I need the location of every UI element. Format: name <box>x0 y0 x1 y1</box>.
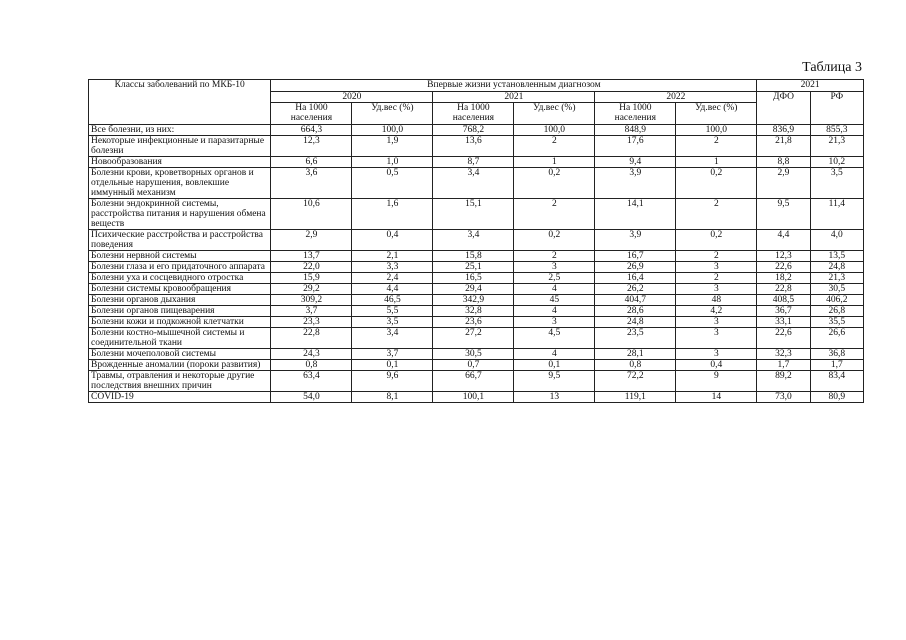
row-value: 28,1 <box>595 349 676 360</box>
table-row <box>89 199 864 230</box>
row-value: 0,8 <box>271 360 352 371</box>
row-value: 2,4 <box>352 273 433 284</box>
row-value: 32,8 <box>433 306 514 317</box>
row-class-name: Болезни глаза и его придаточного аппарата <box>89 262 271 273</box>
row-value: 0,2 <box>676 230 757 251</box>
row-class-name: COVID-19 <box>89 392 271 403</box>
row-value: 13,5 <box>810 251 863 262</box>
row-value: 13,7 <box>271 251 352 262</box>
table-row <box>89 284 864 295</box>
row-value: 2 <box>676 199 757 230</box>
row-value: 100,0 <box>352 125 433 136</box>
row-value: 26,2 <box>595 284 676 295</box>
row-value: 29,4 <box>433 284 514 295</box>
row-class-name: Болезни органов пищеварения <box>89 306 271 317</box>
row-value: 3 <box>676 328 757 349</box>
header-year-ref: 2021 <box>757 80 864 92</box>
row-value: 26,9 <box>595 262 676 273</box>
row-value: 3 <box>514 262 595 273</box>
table-row <box>89 371 864 392</box>
row-value: 1 <box>676 157 757 168</box>
row-value: 24,8 <box>595 317 676 328</box>
row-class-name: Болезни крови, кроветворных органов и отдельные нарушения, вовлекшие иммунный механизм <box>89 168 271 199</box>
row-value: 2,5 <box>514 273 595 284</box>
row-value: 404,7 <box>595 295 676 306</box>
row-value: 2 <box>676 273 757 284</box>
table-caption: Таблица 3 <box>802 60 862 75</box>
row-value: 4,0 <box>810 230 863 251</box>
row-value: 15,8 <box>433 251 514 262</box>
row-value: 89,2 <box>757 371 810 392</box>
row-value: 36,8 <box>810 349 863 360</box>
table-row <box>89 349 864 360</box>
row-value: 4 <box>514 284 595 295</box>
row-value: 9,5 <box>514 371 595 392</box>
morbidity-table <box>88 79 864 403</box>
row-class-name: Болезни уха и сосцевидного отростка <box>89 273 271 284</box>
row-value: 3,9 <box>595 168 676 199</box>
row-value: 32,3 <box>757 349 810 360</box>
header-per1000: На 1000 населения <box>595 103 676 125</box>
row-value: 2,9 <box>757 168 810 199</box>
header-group: Впервые жизни установленным диагнозом <box>271 80 757 92</box>
row-value: 2,1 <box>352 251 433 262</box>
table-row <box>89 251 864 262</box>
row-value: 2 <box>514 136 595 157</box>
row-value: 4,2 <box>676 306 757 317</box>
row-value: 12,3 <box>271 136 352 157</box>
row-class-name: Болезни нервной системы <box>89 251 271 262</box>
table-row <box>89 136 864 157</box>
row-value: 3,6 <box>271 168 352 199</box>
row-value: 4 <box>514 306 595 317</box>
header-year-2020: 2020 <box>271 92 433 103</box>
row-value: 22,8 <box>757 284 810 295</box>
row-value: 855,3 <box>810 125 863 136</box>
row-value: 100,0 <box>676 125 757 136</box>
header-year-2022: 2022 <box>595 92 757 103</box>
row-class-name: Болезни эндокринной системы, расстройства питания и нарушения обмена веществ <box>89 199 271 230</box>
row-value: 8,1 <box>352 392 433 403</box>
row-value: 0,5 <box>352 168 433 199</box>
row-value: 8,7 <box>433 157 514 168</box>
row-value: 0,1 <box>514 360 595 371</box>
row-class-name: Некоторые инфекционные и паразитарные болезни <box>89 136 271 157</box>
table-row <box>89 392 864 403</box>
row-value: 22,6 <box>757 328 810 349</box>
row-value: 100,1 <box>433 392 514 403</box>
table-row <box>89 328 864 349</box>
row-value: 848,9 <box>595 125 676 136</box>
header-share: Уд.вес (%) <box>514 103 595 125</box>
header-rf: РФ <box>810 92 863 125</box>
row-class-name: Болезни мочеполовой системы <box>89 349 271 360</box>
row-class-name: Болезни органов дыхания <box>89 295 271 306</box>
row-value: 12,3 <box>757 251 810 262</box>
row-value: 24,3 <box>271 349 352 360</box>
header-per1000: На 1000 населения <box>271 103 352 125</box>
table-row <box>89 317 864 328</box>
row-value: 3,4 <box>352 328 433 349</box>
row-value: 406,2 <box>810 295 863 306</box>
row-value: 0,7 <box>433 360 514 371</box>
table-row <box>89 125 864 136</box>
row-value: 1,7 <box>810 360 863 371</box>
row-value: 9,5 <box>757 199 810 230</box>
row-value: 3,5 <box>352 317 433 328</box>
row-value: 23,3 <box>271 317 352 328</box>
row-value: 23,5 <box>595 328 676 349</box>
row-value: 2 <box>514 251 595 262</box>
table-body <box>89 125 864 403</box>
row-value: 28,6 <box>595 306 676 317</box>
header-year-2021: 2021 <box>433 92 595 103</box>
row-value: 21,3 <box>810 273 863 284</box>
row-value: 48 <box>676 295 757 306</box>
row-value: 33,1 <box>757 317 810 328</box>
table-row <box>89 360 864 371</box>
row-value: 119,1 <box>595 392 676 403</box>
row-value: 14,1 <box>595 199 676 230</box>
header-share: Уд.вес (%) <box>352 103 433 125</box>
row-value: 768,2 <box>433 125 514 136</box>
row-value: 3 <box>676 317 757 328</box>
row-value: 3,4 <box>433 168 514 199</box>
row-value: 10,2 <box>810 157 863 168</box>
row-value: 13,6 <box>433 136 514 157</box>
row-value: 18,2 <box>757 273 810 284</box>
row-value: 4,4 <box>352 284 433 295</box>
row-value: 2 <box>676 136 757 157</box>
row-class-name: Все болезни, из них: <box>89 125 271 136</box>
row-value: 1,0 <box>352 157 433 168</box>
row-value: 3,5 <box>810 168 863 199</box>
row-value: 3,4 <box>433 230 514 251</box>
row-value: 342,9 <box>433 295 514 306</box>
row-value: 9 <box>676 371 757 392</box>
table-row <box>89 295 864 306</box>
header-dfo: ДФО <box>757 92 810 125</box>
table-row <box>89 157 864 168</box>
row-value: 2,9 <box>271 230 352 251</box>
row-class-name: Болезни системы кровообращения <box>89 284 271 295</box>
row-value: 3,7 <box>352 349 433 360</box>
row-value: 66,7 <box>433 371 514 392</box>
header-share: Уд.вес (%) <box>676 103 757 125</box>
table-row <box>89 273 864 284</box>
row-value: 30,5 <box>433 349 514 360</box>
row-value: 10,6 <box>271 199 352 230</box>
row-value: 16,4 <box>595 273 676 284</box>
row-value: 9,4 <box>595 157 676 168</box>
row-value: 83,4 <box>810 371 863 392</box>
table-row <box>89 168 864 199</box>
row-value: 14 <box>676 392 757 403</box>
row-class-name: Травмы, отравления и некоторые другие последствия внешних причин <box>89 371 271 392</box>
row-value: 3,3 <box>352 262 433 273</box>
table-row <box>89 306 864 317</box>
row-value: 100,0 <box>514 125 595 136</box>
row-value: 3 <box>676 284 757 295</box>
row-class-name: Болезни кожи и подкожной клетчатки <box>89 317 271 328</box>
row-value: 0,8 <box>595 360 676 371</box>
row-value: 1 <box>514 157 595 168</box>
row-value: 27,2 <box>433 328 514 349</box>
row-value: 0,2 <box>514 168 595 199</box>
row-value: 0,1 <box>352 360 433 371</box>
row-value: 63,4 <box>271 371 352 392</box>
row-value: 3,9 <box>595 230 676 251</box>
row-value: 5,5 <box>352 306 433 317</box>
row-value: 0,2 <box>514 230 595 251</box>
row-value: 0,4 <box>352 230 433 251</box>
row-value: 3,7 <box>271 306 352 317</box>
row-value: 0,2 <box>676 168 757 199</box>
row-class-name: Новообразования <box>89 157 271 168</box>
row-value: 16,5 <box>433 273 514 284</box>
row-value: 54,0 <box>271 392 352 403</box>
row-value: 24,8 <box>810 262 863 273</box>
row-value: 22,0 <box>271 262 352 273</box>
row-value: 408,5 <box>757 295 810 306</box>
row-value: 22,6 <box>757 262 810 273</box>
row-class-name: Болезни костно-мышечной системы и соединительной ткани <box>89 328 271 349</box>
row-value: 664,3 <box>271 125 352 136</box>
row-value: 73,0 <box>757 392 810 403</box>
row-value: 26,8 <box>810 306 863 317</box>
header-classes: Классы заболеваний по МКБ-10 <box>89 80 271 125</box>
row-value: 17,6 <box>595 136 676 157</box>
row-value: 29,2 <box>271 284 352 295</box>
row-value: 3 <box>676 262 757 273</box>
row-value: 8,8 <box>757 157 810 168</box>
row-value: 3 <box>676 349 757 360</box>
row-value: 4 <box>514 349 595 360</box>
row-value: 45 <box>514 295 595 306</box>
row-value: 309,2 <box>271 295 352 306</box>
row-value: 9,6 <box>352 371 433 392</box>
row-value: 21,3 <box>810 136 863 157</box>
row-value: 80,9 <box>810 392 863 403</box>
row-value: 1,6 <box>352 199 433 230</box>
row-value: 1,9 <box>352 136 433 157</box>
row-value: 1,7 <box>757 360 810 371</box>
row-value: 836,9 <box>757 125 810 136</box>
row-value: 72,2 <box>595 371 676 392</box>
row-value: 36,7 <box>757 306 810 317</box>
row-class-name: Врожденные аномалии (пороки развития) <box>89 360 271 371</box>
row-class-name: Психические расстройства и расстройства поведения <box>89 230 271 251</box>
row-value: 15,9 <box>271 273 352 284</box>
header-per1000: На 1000 населения <box>433 103 514 125</box>
row-value: 16,7 <box>595 251 676 262</box>
row-value: 2 <box>514 199 595 230</box>
row-value: 4,5 <box>514 328 595 349</box>
row-value: 22,8 <box>271 328 352 349</box>
row-value: 35,5 <box>810 317 863 328</box>
row-value: 4,4 <box>757 230 810 251</box>
table-row <box>89 262 864 273</box>
table-row <box>89 230 864 251</box>
row-value: 21,8 <box>757 136 810 157</box>
row-value: 46,5 <box>352 295 433 306</box>
row-value: 15,1 <box>433 199 514 230</box>
row-value: 2 <box>676 251 757 262</box>
row-value: 25,1 <box>433 262 514 273</box>
row-value: 30,5 <box>810 284 863 295</box>
row-value: 6,6 <box>271 157 352 168</box>
row-value: 26,6 <box>810 328 863 349</box>
row-value: 11,4 <box>810 199 863 230</box>
row-value: 3 <box>514 317 595 328</box>
row-value: 23,6 <box>433 317 514 328</box>
row-value: 0,4 <box>676 360 757 371</box>
row-value: 13 <box>514 392 595 403</box>
